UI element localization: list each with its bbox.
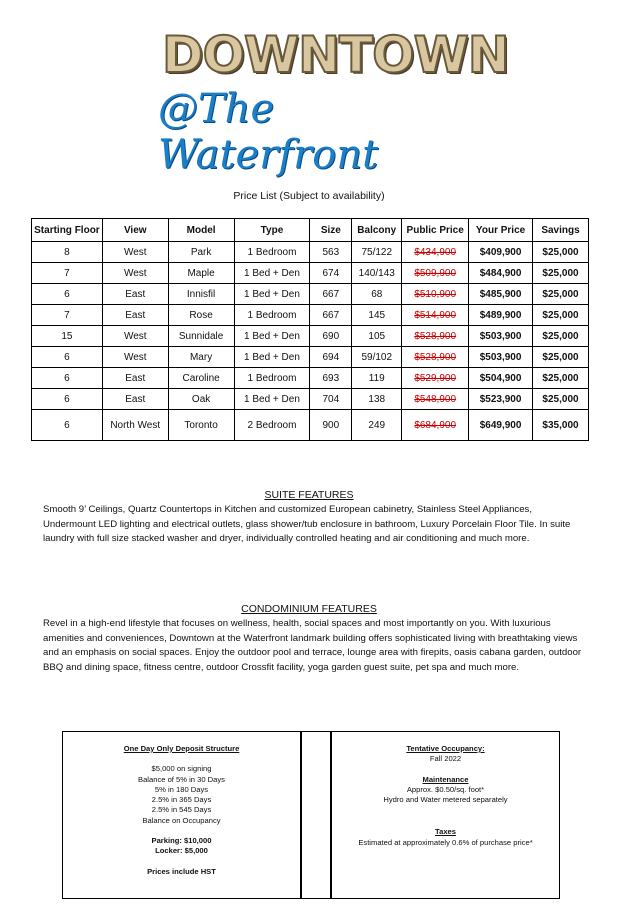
table-cell: 6 — [32, 368, 103, 389]
table-cell: $649,900 — [469, 410, 533, 441]
deposit-line: $5,000 on signing — [151, 764, 212, 774]
table-cell: 6 — [32, 347, 103, 368]
table-cell: $504,900 — [469, 368, 533, 389]
table-cell: 693 — [310, 368, 352, 389]
parking-price: Parking: $10,000 — [151, 836, 212, 846]
table-cell: 6 — [32, 389, 103, 410]
table-cell: $485,900 — [469, 284, 533, 305]
logo-line-downtown: DOWNTOWN — [162, 26, 509, 84]
table-row — [32, 284, 589, 305]
taxes-title: Taxes — [435, 827, 456, 837]
logo-line-waterfront: @The Waterfront — [158, 86, 379, 178]
table-cell: Park — [168, 242, 234, 263]
table-cell: $509,900 — [402, 263, 469, 284]
table-cell: 1 Bed + Den — [234, 347, 310, 368]
brand-logo — [150, 22, 509, 178]
table-cell: East — [102, 389, 168, 410]
table-cell: 704 — [310, 389, 352, 410]
occupancy-title: Tentative Occupancy: — [406, 744, 485, 753]
divider-box — [301, 731, 331, 899]
table-row — [32, 368, 589, 389]
deposit-structure-box — [62, 731, 301, 899]
table-cell: East — [102, 305, 168, 326]
table-cell: 249 — [352, 410, 402, 441]
deposit-line: 5% in 180 Days — [154, 784, 209, 794]
table-row — [32, 263, 589, 284]
price-table — [31, 218, 589, 441]
table-cell: $489,900 — [469, 305, 533, 326]
column-header: Your Price — [469, 219, 533, 242]
table-cell: Innisfil — [168, 284, 234, 305]
table-cell: $25,000 — [533, 284, 589, 305]
locker-price: Locker: $5,000 — [155, 846, 208, 856]
deposit-line: Balance on Occupancy — [142, 815, 221, 825]
table-cell: East — [102, 368, 168, 389]
table-cell: $684,900 — [402, 410, 469, 441]
table-cell: Sunnidale — [168, 326, 234, 347]
deposit-line: 2.5% in 545 Days — [151, 805, 212, 815]
table-cell: West — [102, 326, 168, 347]
table-row — [32, 242, 589, 263]
table-cell: 2 Bedroom — [234, 410, 310, 441]
deposit-title: One Day Only Deposit Structure — [123, 744, 240, 753]
table-cell: 7 — [32, 263, 103, 284]
table-cell: 1 Bed + Den — [234, 326, 310, 347]
table-cell: 145 — [352, 305, 402, 326]
column-header: Size — [310, 219, 352, 242]
table-cell: Maple — [168, 263, 234, 284]
table-cell: 563 — [310, 242, 352, 263]
table-cell: West — [102, 242, 168, 263]
table-cell: $25,000 — [533, 368, 589, 389]
table-cell: 1 Bedroom — [234, 305, 310, 326]
table-cell: $503,900 — [469, 326, 533, 347]
table-cell: 1 Bed + Den — [234, 284, 310, 305]
table-row — [32, 410, 589, 441]
table-cell: $514,900 — [402, 305, 469, 326]
column-header: Model — [168, 219, 234, 242]
table-cell: $25,000 — [533, 347, 589, 368]
table-cell: 1 Bedroom — [234, 242, 310, 263]
table-cell: Oak — [168, 389, 234, 410]
table-cell: 105 — [352, 326, 402, 347]
table-cell: $434,900 — [402, 242, 469, 263]
table-cell: North West — [102, 410, 168, 441]
table-row — [32, 326, 589, 347]
table-cell: 1 Bedroom — [234, 368, 310, 389]
table-cell: $528,900 — [402, 326, 469, 347]
table-cell: $523,900 — [469, 389, 533, 410]
table-cell: 674 — [310, 263, 352, 284]
table-cell: $409,900 — [469, 242, 533, 263]
table-cell: 15 — [32, 326, 103, 347]
table-cell: Rose — [168, 305, 234, 326]
table-cell: $25,000 — [533, 263, 589, 284]
table-cell: $25,000 — [533, 326, 589, 347]
table-cell: 138 — [352, 389, 402, 410]
condo-features-title: CONDOMINIUM FEATURES — [241, 603, 377, 615]
table-cell: 900 — [310, 410, 352, 441]
table-row — [32, 347, 589, 368]
table-cell: 6 — [32, 410, 103, 441]
table-header-row — [32, 219, 589, 242]
table-cell: 75/122 — [352, 242, 402, 263]
maintenance-title: Maintenance — [422, 774, 469, 784]
table-cell: $484,900 — [469, 263, 533, 284]
table-cell: 6 — [32, 284, 103, 305]
column-header: View — [102, 219, 168, 242]
occupancy-value: Fall 2022 — [429, 754, 462, 764]
table-cell: West — [102, 263, 168, 284]
table-cell: $503,900 — [469, 347, 533, 368]
table-cell: 8 — [32, 242, 103, 263]
deposit-line: Balance of 5% in 30 Days — [138, 774, 225, 784]
table-cell: 690 — [310, 326, 352, 347]
table-cell: $25,000 — [533, 242, 589, 263]
column-header: Type — [234, 219, 310, 242]
table-row — [32, 389, 589, 410]
taxes-value: Estimated at approximately 0.6% of purchase price* — [358, 837, 533, 847]
table-cell: Mary — [168, 347, 234, 368]
table-cell: 694 — [310, 347, 352, 368]
table-cell: 119 — [352, 368, 402, 389]
maintenance-line-1: Approx. $0.50/sq. foot* — [406, 784, 485, 794]
table-cell: $529,900 — [402, 368, 469, 389]
table-cell: $510,900 — [402, 284, 469, 305]
condo-features-body: Revel in a high-end lifestyle that focuses on wellness, health, social spaces and most importantly on you. With luxurious amenities and conveniences, Downtown at the Waterfront landmark building offers sophisticated living with breathtaking views and an emphasis on social spaces. Enjoy the outdoor pool and terrace, lounge area with firepits, oasis cabana garden, outdoor BBQ and dining space, fitness centre, outdoor Crossfit facility, yoga garden guest suite, pet spa and much more. — [43, 618, 582, 673]
maintenance-line-2: Hydro and Water metered separately — [383, 795, 508, 805]
suite-features-title: SUITE FEATURES — [264, 489, 354, 501]
table-cell: 68 — [352, 284, 402, 305]
hst-note: Prices include HST — [147, 866, 216, 876]
table-cell: 1 Bed + Den — [234, 389, 310, 410]
table-cell: $25,000 — [533, 305, 589, 326]
column-header: Starting Floor — [32, 219, 103, 242]
deposit-lines — [63, 764, 300, 826]
table-cell: 140/143 — [352, 263, 402, 284]
table-cell: $548,900 — [402, 389, 469, 410]
table-cell: Toronto — [168, 410, 234, 441]
occupancy-info-box — [331, 731, 560, 899]
price-list-caption: Price List (Subject to availability) — [233, 190, 385, 202]
deposit-line: 2.5% in 365 Days — [151, 795, 212, 805]
table-cell: East — [102, 284, 168, 305]
table-cell: $25,000 — [533, 389, 589, 410]
table-cell: 667 — [310, 305, 352, 326]
table-cell: $528,900 — [402, 347, 469, 368]
suite-features-body: Smooth 9’ Ceilings, Quartz Countertops in Kitchen and customized European cabinetry, Stainless Steel Appliances, Undermount LED lighting and electrical outlets, glass shower/tub enclosure in bathroom, Luxury Porcelain Floor Tile. In suite laundry with full size stacked washer and dryer, individually controlled heating and air conditioning and much more. — [43, 504, 571, 545]
table-cell: 7 — [32, 305, 103, 326]
column-header: Savings — [533, 219, 589, 242]
column-header: Balcony — [352, 219, 402, 242]
table-cell: 1 Bed + Den — [234, 263, 310, 284]
table-cell: Caroline — [168, 368, 234, 389]
table-cell: West — [102, 347, 168, 368]
table-cell: 667 — [310, 284, 352, 305]
table-cell: $35,000 — [533, 410, 589, 441]
table-row — [32, 305, 589, 326]
column-header: Public Price — [402, 219, 469, 242]
table-cell: 59/102 — [352, 347, 402, 368]
